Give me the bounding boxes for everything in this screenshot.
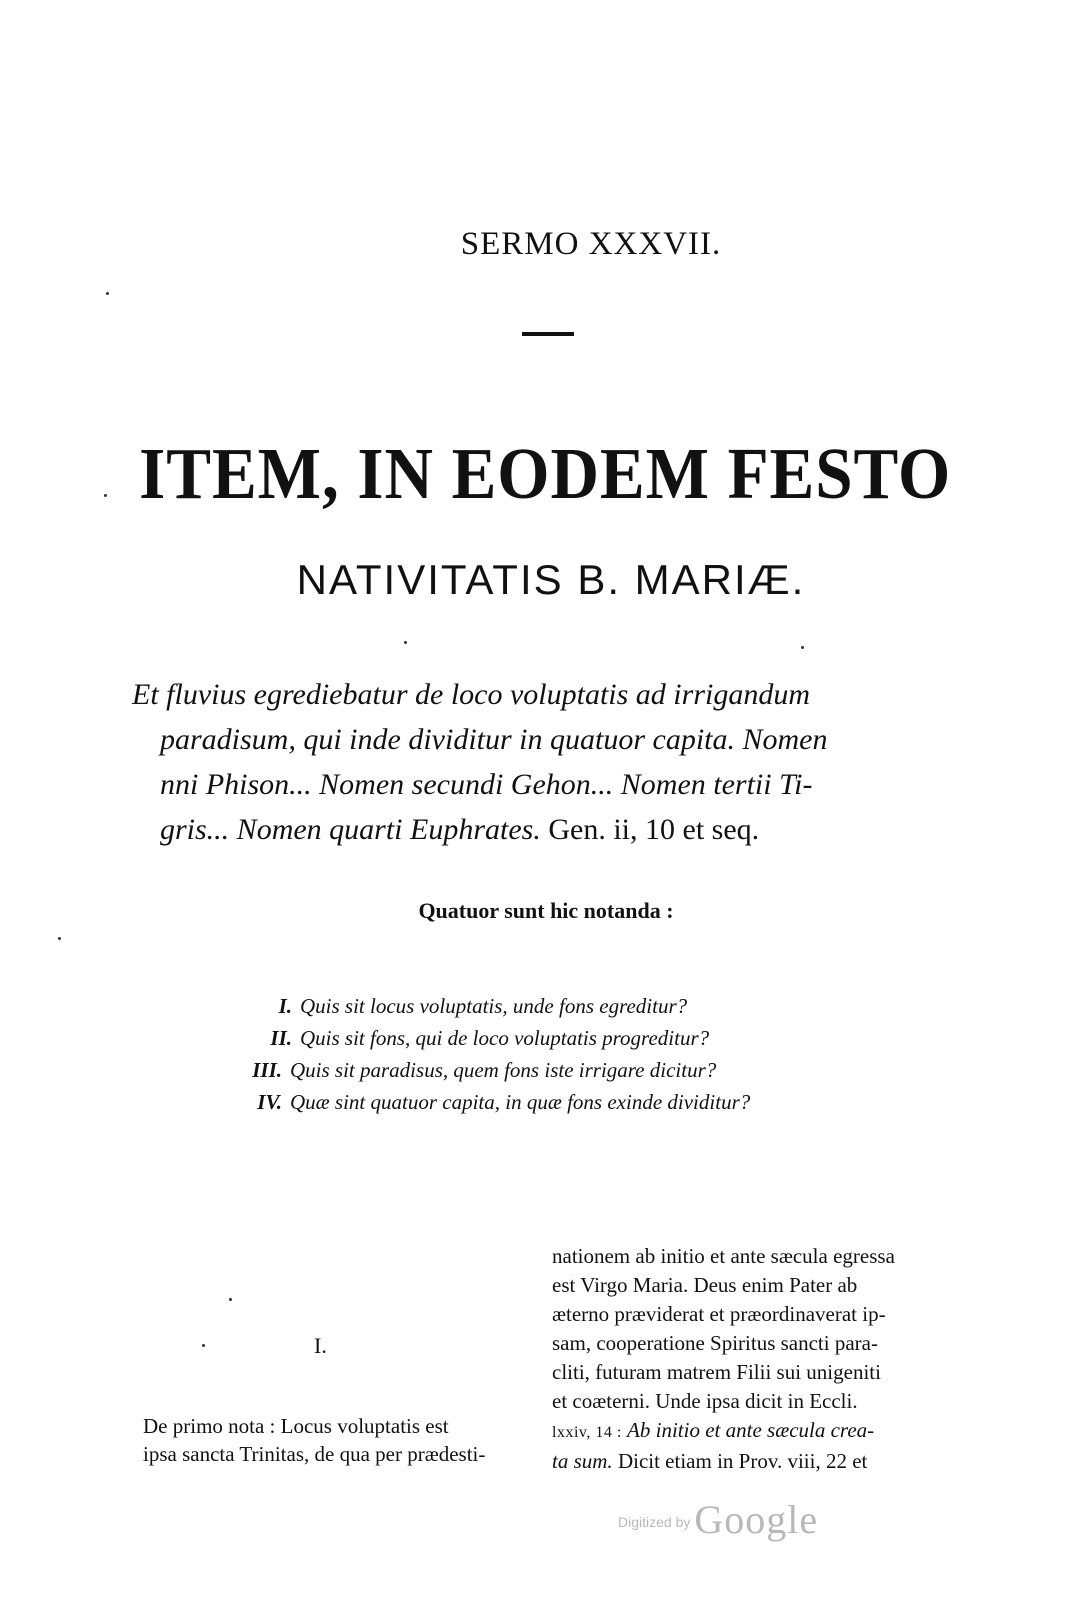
- quoted-text: ta sum.: [552, 1449, 613, 1473]
- body-line: [552, 1416, 962, 1447]
- scan-speck: [106, 292, 109, 295]
- scan-speck: [104, 494, 107, 497]
- right-column: [552, 1242, 962, 1476]
- scripture-reference: lxxiv, 14 :: [552, 1424, 622, 1441]
- section-numeral: I.: [314, 1333, 327, 1358]
- title-rule: [522, 332, 574, 336]
- scan-speck: [404, 641, 407, 644]
- body-line: et coæterni. Unde ipsa dicit in Eccli.: [552, 1389, 858, 1413]
- body-line: De primo nota : Locus voluptatis est: [143, 1414, 449, 1438]
- question-list: [252, 990, 912, 1118]
- question-number: III.: [252, 1058, 282, 1082]
- question-item: [252, 1054, 912, 1086]
- scan-speck: [229, 1298, 232, 1301]
- scan-speck: [801, 646, 804, 649]
- question-number: II.: [270, 1026, 292, 1050]
- question-text: Quis sit locus voluptatis, unde fons egreditur?: [300, 994, 688, 1018]
- question-number: IV.: [257, 1090, 282, 1114]
- epigraph: [132, 672, 970, 852]
- body-line: [552, 1447, 962, 1476]
- scan-speck: [58, 937, 61, 940]
- epigraph-text: gris... Nomen quarti Euphrates.: [160, 813, 541, 846]
- body-line: est Virgo Maria. Deus enim Pater ab: [552, 1273, 858, 1297]
- question-item: [252, 1086, 912, 1118]
- question-text: Quis sit paradisus, quem fons iste irrigare dicitur?: [290, 1058, 717, 1082]
- body-text: Dicit etiam in Prov. viii, 22 et: [617, 1449, 868, 1473]
- quoted-text: Ab initio et ante sæcula crea-: [627, 1418, 875, 1442]
- question-number: I.: [278, 994, 292, 1018]
- intro-text: Quatuor sunt hic notanda :: [418, 898, 674, 923]
- body-line: sam, cooperatione Spiritus sancti para-: [552, 1331, 878, 1355]
- epigraph-line: nni Phison... Nomen secundi Gehon... Nomen tertii Ti-: [160, 768, 813, 801]
- body-line: ipsa sancta Trinitas, de qua per prædesti-: [143, 1442, 486, 1466]
- epigraph-line: [132, 807, 970, 852]
- sermon-number: SERMO XXXVII.: [460, 226, 722, 262]
- epigraph-line: paradisum, qui inde dividitur in quatuor capita. Nomen: [160, 723, 828, 756]
- question-item: [252, 1022, 912, 1054]
- page-title: ITEM, IN EODEM FESTO: [139, 433, 952, 514]
- watermark-prefix: Digitized by: [618, 1514, 691, 1530]
- scripture-reference: Gen. ii, 10 et seq.: [548, 813, 760, 846]
- question-text: Quis sit fons, qui de loco voluptatis progreditur?: [300, 1026, 710, 1050]
- body-line: cliti, futuram matrem Filii sui unigeniti: [552, 1360, 881, 1384]
- left-column: [143, 1412, 529, 1468]
- epigraph-line: Et fluvius egrediebatur de loco voluptatis ad irrigandum: [132, 678, 810, 711]
- body-line: nationem ab initio et ante sæcula egressa: [552, 1244, 895, 1268]
- google-logo: Google: [694, 1497, 819, 1542]
- body-line: æterno præviderat et præordinaverat ip-: [552, 1302, 886, 1326]
- question-text: Quæ sint quatuor capita, in quæ fons exinde dividitur?: [290, 1090, 751, 1114]
- question-item: [252, 990, 912, 1022]
- digitized-watermark: [618, 1496, 818, 1543]
- scan-speck: [202, 1344, 205, 1347]
- page-subtitle: NATIVITATIS B. MARIÆ.: [296, 556, 806, 603]
